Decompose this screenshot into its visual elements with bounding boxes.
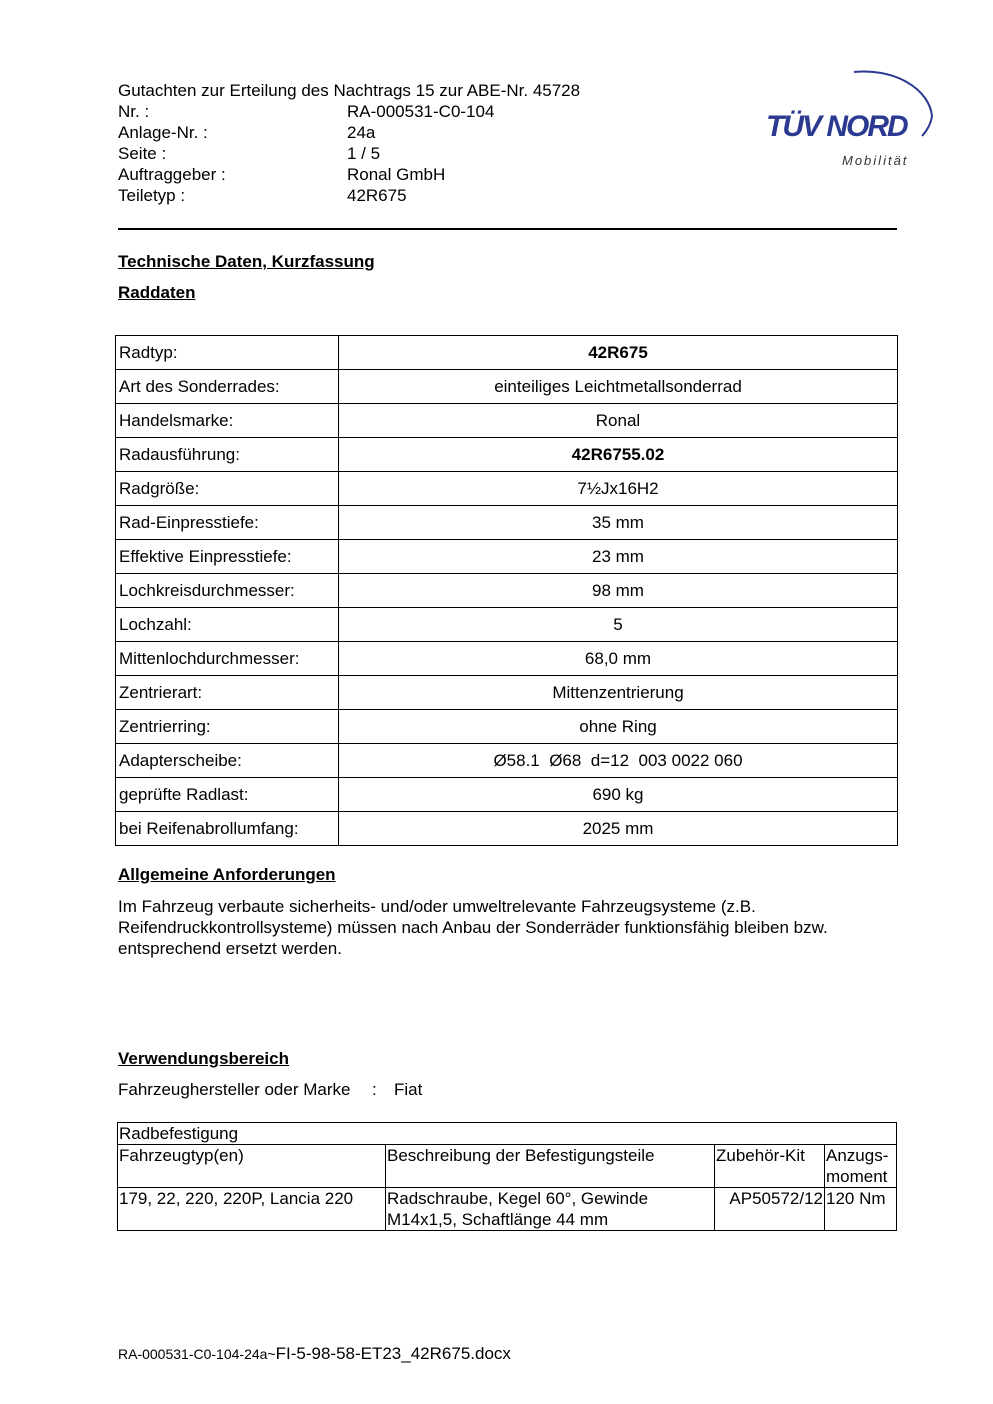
table-row: Mittenlochdurchmesser: 68,0 mm bbox=[116, 642, 898, 676]
section-heading-general: Allgemeine Anforderungen bbox=[118, 865, 336, 884]
table-header-row: Fahrzeugtyp(en) Beschreibung der Befestigungsteile Zubehör-Kit Anzugs-moment bbox=[118, 1145, 897, 1188]
table-caption-row: Radbefestigung bbox=[118, 1123, 897, 1145]
table-row: Handelsmarke: Ronal bbox=[116, 404, 898, 438]
vehicle-maker-line bbox=[118, 1080, 422, 1100]
header-row: Auftraggeber : Ronal GmbH bbox=[118, 165, 446, 184]
maker-separator: : bbox=[372, 1080, 377, 1099]
header-row: Nr. : RA-000531-C0-104 bbox=[118, 102, 495, 121]
section-heading-tech: Technische Daten, Kurzfassung bbox=[118, 252, 375, 271]
header-row: Seite : 1 / 5 bbox=[118, 144, 381, 163]
section-heading-wheel: Raddaten bbox=[118, 283, 196, 302]
maker-label: Fahrzeughersteller oder Marke bbox=[118, 1080, 351, 1099]
table-row: Rad-Einpresstiefe: 35 mm bbox=[116, 506, 898, 540]
general-requirements-text: Im Fahrzeug verbaute sicherheits- und/oder umweltrelevante Fahrzeugsysteme (z.B. Reifendruckkontrollsysteme) müssen nach Anbau der Sonderräder funktionsfähig bleiben bzw. entsprechend ersetzt werden. bbox=[118, 897, 828, 958]
header-row: Teiletyp : 42R675 bbox=[118, 186, 407, 205]
wheel-fixing-table bbox=[117, 1122, 897, 1231]
section-heading-usage: Verwendungsbereich bbox=[118, 1049, 289, 1068]
wheel-data-table bbox=[115, 335, 898, 846]
table-row: Zentrierart: Mittenzentrierung bbox=[116, 676, 898, 710]
tuv-nord-logo bbox=[762, 58, 942, 178]
table-row: Effektive Einpresstiefe: 23 mm bbox=[116, 540, 898, 574]
table-row: Lochkreisdurchmesser: 98 mm bbox=[116, 574, 898, 608]
header-divider bbox=[118, 228, 897, 230]
table-row: bei Reifenabrollumfang: 2025 mm bbox=[116, 812, 898, 846]
svg-text:TÜV NORD: TÜV NORD bbox=[766, 110, 907, 143]
svg-text:Mobilität: Mobilität bbox=[842, 153, 909, 168]
footer-filename: RA-000531-C0-104-24a~FI-5-98-58-ET23_42R675.docx bbox=[118, 1344, 511, 1363]
table-row: geprüfte Radlast: 690 kg bbox=[116, 778, 898, 812]
table-row: Radgröße: 7½Jx16H2 bbox=[116, 472, 898, 506]
header-row: Anlage-Nr. : 24a bbox=[118, 123, 376, 142]
table-row: Radausführung: 42R6755.02 bbox=[116, 438, 898, 472]
table-row: Adapterscheibe: Ø58.1 Ø68 d=12 003 0022 060 bbox=[116, 744, 898, 778]
document-header bbox=[118, 80, 580, 206]
table-row: Lochzahl: 5 bbox=[116, 608, 898, 642]
table-row: Art des Sonderrades: einteiliges Leichtmetallsonderrad bbox=[116, 370, 898, 404]
table-row: 179, 22, 220, 220P, Lancia 220 Radschraube, Kegel 60°, Gewinde M14x1,5, Schaftlänge 44 mm AP50572/12 120 Nm bbox=[118, 1188, 897, 1231]
table-row: Radtyp: 42R675 bbox=[116, 336, 898, 370]
maker-value: Fiat bbox=[394, 1080, 423, 1099]
document-title: Gutachten zur Erteilung des Nachtrags 15 zur ABE-Nr. 45728 bbox=[118, 81, 581, 100]
table-row: Zentrierring: ohne Ring bbox=[116, 710, 898, 744]
